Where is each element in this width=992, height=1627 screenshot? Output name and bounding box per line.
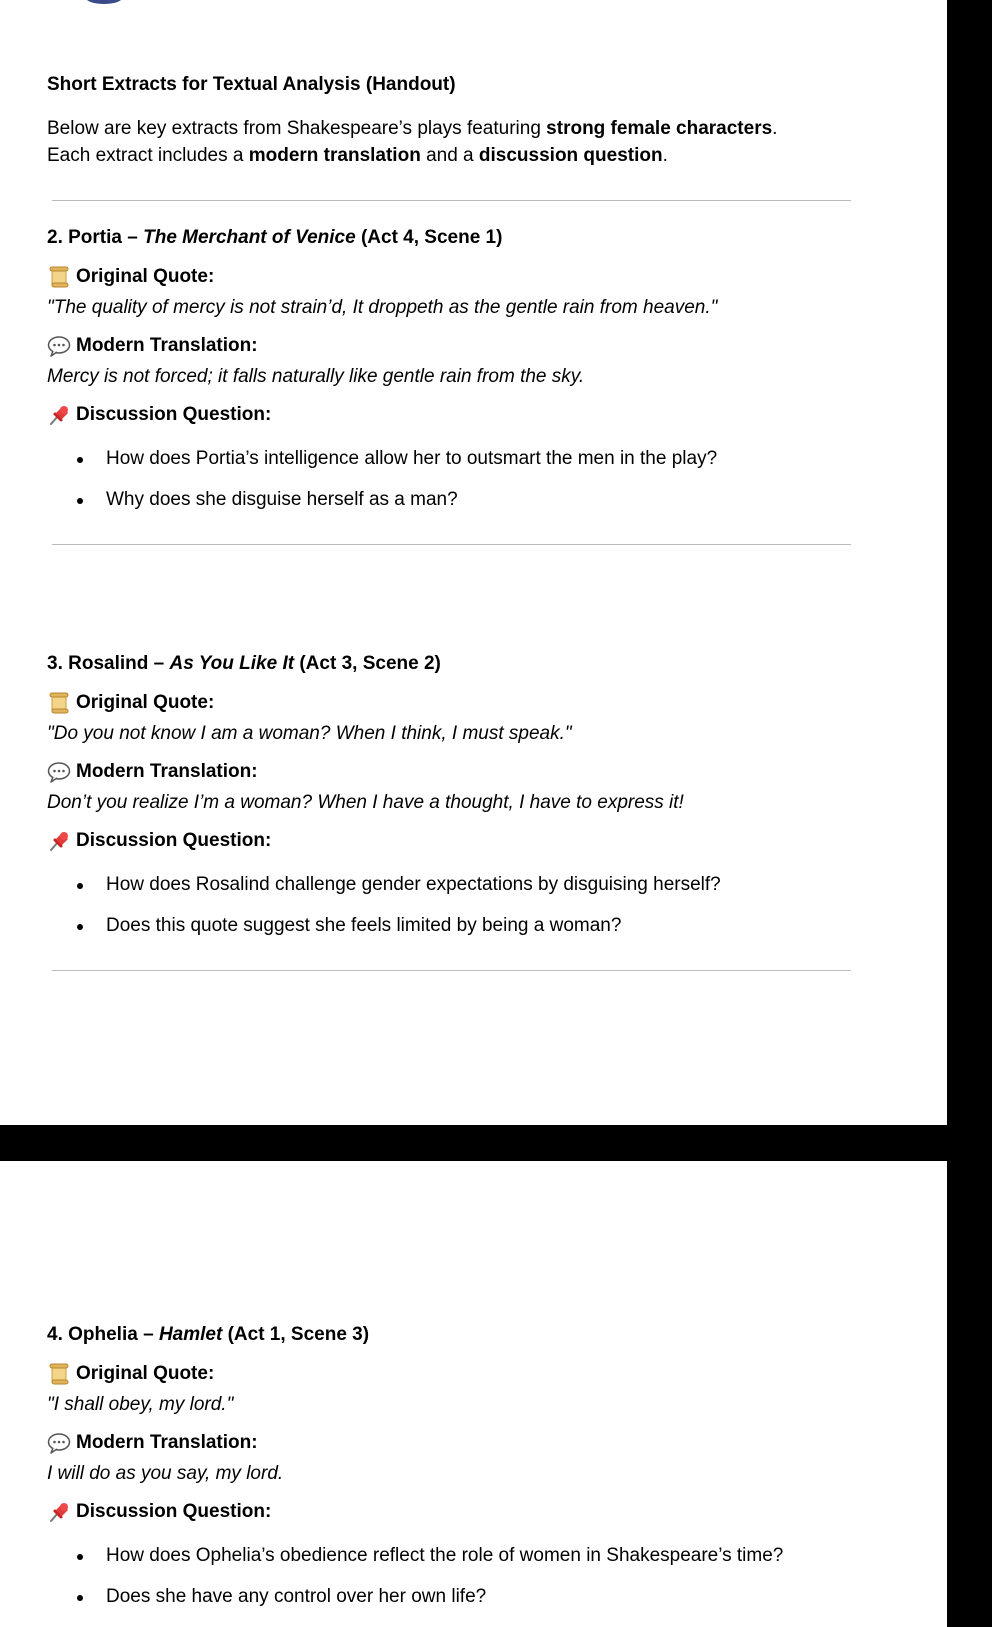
heading-text: (Act 1, Scene 3)	[222, 1324, 370, 1345]
handout-title: Short Extracts for Textual Analysis (Handout)	[47, 74, 456, 95]
intro-text: Below are key extracts from Shakespeare’s plays featuring	[47, 118, 547, 139]
bullet-dot	[77, 457, 83, 463]
divider	[52, 544, 851, 545]
section-heading-ophelia	[47, 1324, 369, 1346]
discussion-question-label	[47, 830, 271, 852]
question-text: How does Ophelia’s obedience reflect the role of women in Shakespeare’s time?	[106, 1545, 784, 1566]
question-text: Does this quote suggest she feels limited by being a woman?	[106, 915, 622, 936]
modern-translation-label	[47, 761, 258, 783]
bullet-dot	[77, 1554, 83, 1560]
modern-translation-text: Mercy is not forced; it falls naturally like gentle rain from the sky.	[47, 366, 585, 387]
pushpin-icon	[47, 404, 71, 426]
modern-translation-text: Don’t you realize I’m a woman? When I have a thought, I have to express it!	[47, 792, 684, 813]
label-text: Discussion Question:	[76, 830, 272, 851]
question-text: Does she have any control over her own life?	[106, 1586, 487, 1607]
intro-bold: strong female characters	[546, 118, 773, 139]
intro-text: .	[772, 118, 778, 139]
modern-translation-label	[47, 1432, 258, 1454]
original-quote-text: "I shall obey, my lord."	[47, 1394, 234, 1415]
bullet-dot	[77, 498, 83, 504]
divider	[52, 970, 851, 971]
original-quote-label	[47, 266, 214, 288]
label-text: Modern Translation:	[76, 335, 258, 356]
intro-text: Each extract includes a	[47, 145, 249, 166]
modern-translation-label	[47, 335, 258, 357]
label-text: Original Quote:	[76, 266, 215, 287]
section-heading-portia	[47, 227, 502, 249]
section-heading-rosalind	[47, 653, 441, 675]
modern-translation-text: I will do as you say, my lord.	[47, 1463, 284, 1484]
heading-text: 4. Ophelia –	[47, 1324, 159, 1345]
intro-line-1	[47, 115, 777, 142]
question-text: How does Portia’s intelligence allow her to outsmart the men in the play?	[106, 448, 718, 469]
scroll-icon	[47, 692, 71, 714]
label-text: Modern Translation:	[76, 761, 258, 782]
intro-text: and a	[420, 145, 479, 166]
question-text: How does Rosalind challenge gender expectations by disguising herself?	[106, 874, 721, 895]
speech-bubble-icon	[47, 335, 71, 357]
discussion-question-label	[47, 1501, 271, 1523]
play-title: The Merchant of Venice	[143, 227, 356, 248]
divider	[52, 200, 851, 201]
heading-text: 2. Portia –	[47, 227, 144, 248]
pushpin-icon	[47, 1501, 71, 1523]
bullet-dot	[77, 1595, 83, 1601]
page-2	[0, 1161, 947, 1627]
bullet-dot	[77, 924, 83, 930]
intro-text: .	[662, 145, 668, 166]
label-text: Modern Translation:	[76, 1432, 258, 1453]
play-title: Hamlet	[158, 1324, 223, 1345]
label-text: Original Quote:	[76, 1363, 215, 1384]
label-text: Original Quote:	[76, 692, 215, 713]
discussion-question-label	[47, 404, 271, 426]
label-text: Discussion Question:	[76, 404, 272, 425]
intro-line-2	[47, 142, 668, 169]
heading-text: (Act 3, Scene 2)	[294, 653, 441, 674]
scroll-icon	[47, 266, 71, 288]
pushpin-icon	[47, 830, 71, 852]
heading-text: (Act 4, Scene 1)	[355, 227, 503, 248]
speech-bubble-icon	[47, 761, 71, 783]
top-decoration	[86, 0, 122, 4]
original-quote-label	[47, 1363, 214, 1385]
question-text: Why does she disguise herself as a man?	[106, 489, 458, 510]
original-quote-text: "Do you not know I am a woman? When I think, I must speak."	[47, 723, 572, 744]
intro-bold: modern translation	[248, 145, 421, 166]
play-title: As You Like It	[169, 653, 295, 674]
scroll-icon	[47, 1363, 71, 1385]
heading-text: 3. Rosalind –	[47, 653, 170, 674]
bullet-dot	[77, 883, 83, 889]
label-text: Discussion Question:	[76, 1501, 272, 1522]
original-quote-text: "The quality of mercy is not strain’d, It droppeth as the gentle rain from heaven."	[47, 297, 718, 318]
speech-bubble-icon	[47, 1432, 71, 1454]
original-quote-label	[47, 692, 214, 714]
intro-bold: discussion question	[478, 145, 663, 166]
